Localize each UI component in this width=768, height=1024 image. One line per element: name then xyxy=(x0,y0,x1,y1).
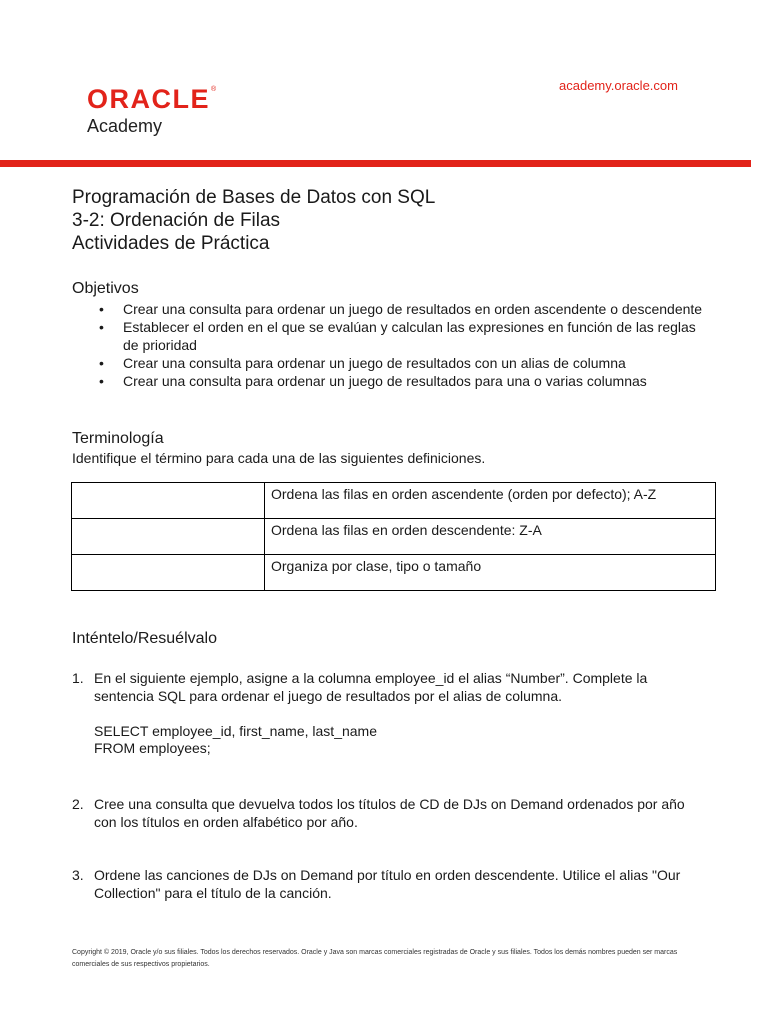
document-title-block xyxy=(72,186,435,255)
terminology-heading: Terminología xyxy=(72,430,164,447)
definition-cell: Ordena las filas en orden descendente: Z-A xyxy=(265,519,716,555)
table-row xyxy=(72,483,716,519)
exercise-text: Ordene las canciones de DJs on Demand por título en orden descendente. Utilice el alias "Our Collection" para el título de la canción. xyxy=(94,867,681,901)
definition-cell: Organiza por clase, tipo o tamaño xyxy=(265,555,716,591)
academy-site-link[interactable]: academy.oracle.com xyxy=(559,78,678,93)
objectives-heading: Objetivos xyxy=(72,280,139,297)
code-line: SELECT employee_id, first_name, last_name xyxy=(94,723,377,739)
academy-wordmark: Academy xyxy=(87,116,163,136)
bullet: • xyxy=(99,355,104,371)
term-cell[interactable] xyxy=(72,555,265,591)
definition-cell: Ordena las filas en orden ascendente (orden por defecto); A-Z xyxy=(265,483,716,519)
term-cell[interactable] xyxy=(72,483,265,519)
list-item: • Crear una consulta para ordenar un juego de resultados en orden ascendente o descendente xyxy=(99,301,703,317)
code-line: FROM employees; xyxy=(94,740,211,756)
list-item: • Establecer el orden en el que se evalúan y calculan las expresiones en función de las reglas de prioridad xyxy=(99,319,696,353)
exercise-text: En el siguiente ejemplo, asigne a la columna employee_id el alias “Number”. Complete la sentencia SQL para ordenar el juego de resultados por el alias de columna. xyxy=(94,670,648,704)
lesson-title: 3-2: Ordenación de Filas xyxy=(72,210,281,231)
table-row xyxy=(72,519,716,555)
header-divider xyxy=(0,160,751,167)
exercise-item xyxy=(72,795,702,831)
exercise-text: Cree una consulta que devuelva todos los títulos de CD de DJs on Demand ordenados por año con los títulos en orden alfabético por año. xyxy=(94,796,685,830)
objectives-list xyxy=(72,300,712,390)
term-cell[interactable] xyxy=(72,519,265,555)
exercise-number: 3. xyxy=(72,867,84,883)
exercise-number: 2. xyxy=(72,796,84,812)
copyright-footer: Copyright © 2019, Oracle y/o sus filiales. Todos los derechos reservados. Oracle y Java son marcas comerciales registradas de Oracle y sus filiales. Todos los demás nombres pueden ser marcas comerciales de sus respectivos propietarios. xyxy=(72,949,678,968)
list-item: • Crear una consulta para ordenar un juego de resultados con un alias de columna xyxy=(99,355,626,371)
list-item: • Crear una consulta para ordenar un juego de resultados para una o varias columnas xyxy=(99,373,647,389)
oracle-academy-logo xyxy=(87,86,218,137)
course-title: Programación de Bases de Datos con SQL xyxy=(72,187,436,208)
bullet: • xyxy=(99,373,104,389)
exercise-number: 1. xyxy=(72,670,84,686)
oracle-wordmark xyxy=(87,86,218,113)
exercise-item xyxy=(72,669,702,705)
table-row xyxy=(72,555,716,591)
registered-mark: ® xyxy=(211,86,218,93)
sql-code-block xyxy=(94,723,377,757)
terminology-intro: Identifique el término para cada una de las siguientes definiciones. xyxy=(72,450,486,466)
bullet: • xyxy=(99,319,104,335)
bullet: • xyxy=(99,301,104,317)
terminology-table xyxy=(71,482,716,591)
oracle-wordmark-text: ORACLE xyxy=(87,84,210,114)
activity-title: Actividades de Práctica xyxy=(72,233,270,254)
practice-heading: Inténtelo/Resuélvalo xyxy=(72,630,217,647)
exercise-item xyxy=(72,866,702,902)
